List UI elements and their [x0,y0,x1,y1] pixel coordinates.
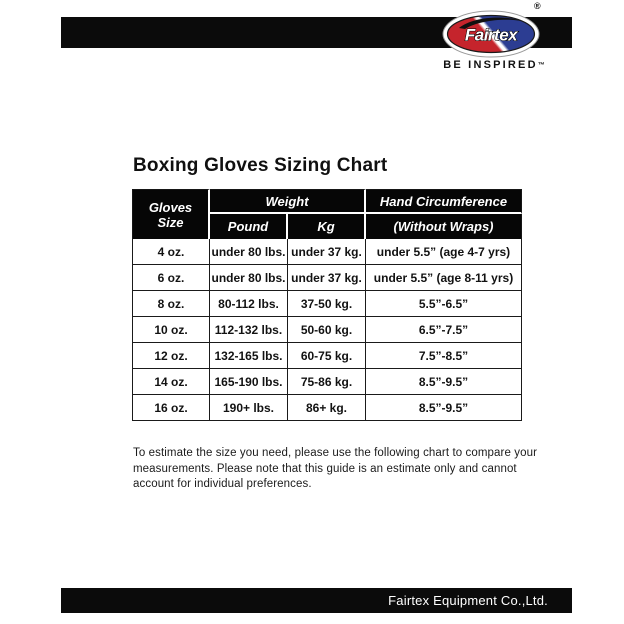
trademark-icon: ™ [537,62,545,69]
header-row-1 [132,189,522,214]
table-row [132,265,522,291]
cell-hand: 5.5”-6.5” [366,291,522,317]
company-name: Fairtex Equipment Co.,Ltd. [388,593,548,608]
cell-size: 14 oz. [132,369,210,395]
registered-trademark-icon: ® [534,1,541,11]
table-row [132,239,522,265]
col-header-weight: Weight [210,189,366,214]
table-row [132,291,522,317]
note-line: To estimate the size you need, please use the following chart to compare your [133,447,538,459]
cell-hand: 7.5”-8.5” [366,343,522,369]
note-line: account for individual preferences. [133,478,312,490]
col-header-gloves-size: Gloves Size [132,189,210,239]
table-row [132,369,522,395]
cell-kg: under 37 kg. [288,239,366,265]
table-row [132,395,522,421]
cell-kg: under 37 kg. [288,265,366,291]
cell-kg: 75-86 kg. [288,369,366,395]
cell-hand: 8.5”-9.5” [366,395,522,421]
cell-hand: 6.5”-7.5” [366,317,522,343]
cell-hand: 8.5”-9.5” [366,369,522,395]
cell-pound: under 80 lbs. [210,265,288,291]
cell-kg: 86+ kg. [288,395,366,421]
cell-pound: 80-112 lbs. [210,291,288,317]
col-header-pound: Pound [210,214,288,239]
brand-tagline [424,59,564,71]
cell-size: 10 oz. [132,317,210,343]
col-header-kg: Kg [288,214,366,239]
cell-kg: 37-50 kg. [288,291,366,317]
cell-kg: 60-75 kg. [288,343,366,369]
cell-size: 8 oz. [132,291,210,317]
cell-hand: under 5.5” (age 8-11 yrs) [366,265,522,291]
page-title: Boxing Gloves Sizing Chart [133,155,388,176]
sizing-table-container [132,189,522,421]
col-header-without-wraps: (Without Wraps) [366,214,522,239]
cell-pound: 112-132 lbs. [210,317,288,343]
note-line: measurements. Please note that this guide is an estimate only and cannot [133,462,517,475]
cell-hand: under 5.5” (age 4-7 yrs) [366,239,522,265]
tagline-text: BE INSPIRED [443,59,538,71]
col-header-hand-circumference: Hand Circumference [366,189,522,214]
footer-bar [61,588,572,613]
cell-pound: under 80 lbs. [210,239,288,265]
cell-size: 16 oz. [132,395,210,421]
cell-size: 6 oz. [132,265,210,291]
cell-pound: 190+ lbs. [210,395,288,421]
sizing-table [132,189,522,421]
cell-pound: 165-190 lbs. [210,369,288,395]
cell-kg: 50-60 kg. [288,317,366,343]
cell-size: 4 oz. [132,239,210,265]
table-row [132,343,522,369]
cell-pound: 132-165 lbs. [210,343,288,369]
cell-size: 12 oz. [132,343,210,369]
table-row [132,317,522,343]
fairtex-logo-text: Fairtex [464,25,518,45]
sizing-note [133,446,543,493]
fairtex-logo [442,10,540,58]
